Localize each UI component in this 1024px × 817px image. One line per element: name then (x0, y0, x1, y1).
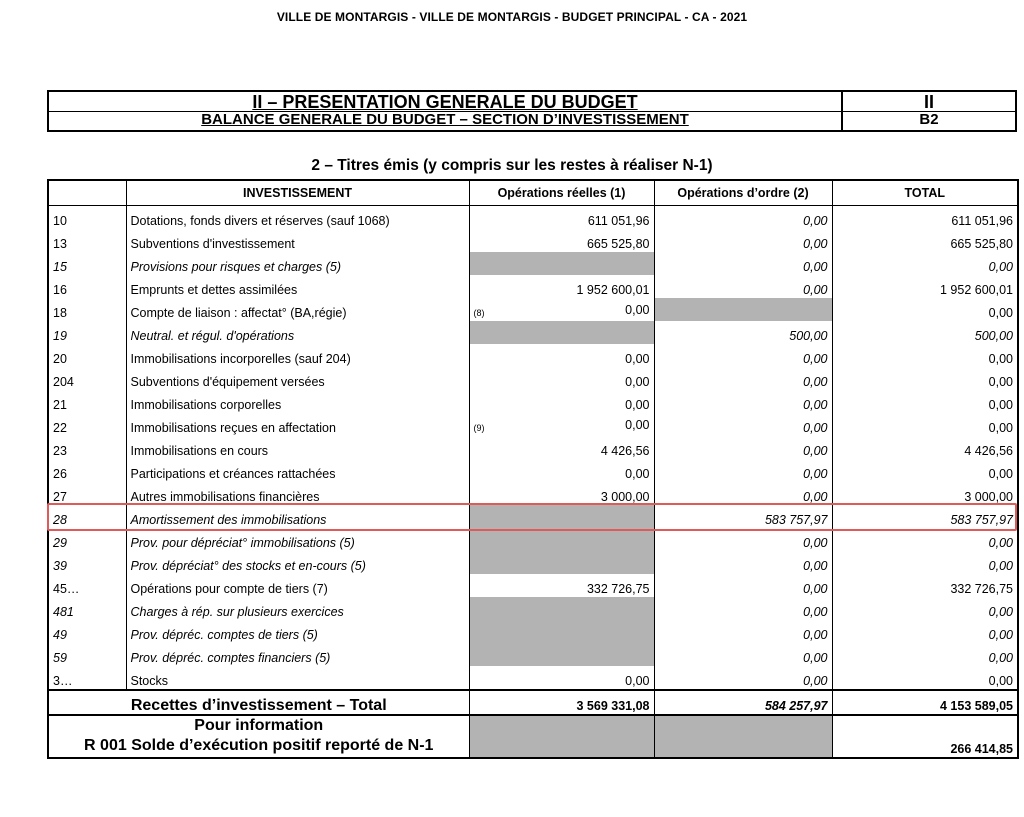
row-total: 611 051,96 (832, 206, 1018, 230)
table-row (48, 528, 1018, 551)
row-total: 0,00 (832, 528, 1018, 551)
table-subtitle: 2 – Titres émis (y compris sur les restes à réaliser N-1) (311, 157, 713, 174)
row-code: 21 (48, 390, 126, 413)
row-note: (8) (473, 308, 485, 318)
row-label: Prov. pour dépréciat° immobilisations (5) (126, 528, 469, 551)
info-row-real (469, 715, 654, 758)
table-row (48, 275, 1018, 298)
row-label: Compte de liaison : affectat° (BA,régie) (126, 298, 469, 321)
row-28-highlight (47, 503, 1017, 531)
row-label: Neutral. et régul. d'opérations (126, 321, 469, 344)
row-total: 0,00 (832, 390, 1018, 413)
row-total: 3 000,00 (832, 482, 1018, 505)
row-code: 204 (48, 367, 126, 390)
row-code: 49 (48, 620, 126, 643)
row-real (469, 551, 654, 574)
info-row-total: 266 414,85 (832, 715, 1018, 758)
row-label: Provisions pour risques et charges (5) (126, 252, 469, 275)
table-row (48, 482, 1018, 505)
total-row (48, 690, 1018, 715)
row-real (469, 321, 654, 344)
row-order: 0,00 (654, 597, 832, 620)
row-label: Subventions d'équipement versées (126, 367, 469, 390)
info-row-order (654, 715, 832, 758)
info-row-label-line2: R 001 Solde d’exécution positif reporté de N-1 (84, 737, 434, 754)
row-total: 583 757,97 (832, 505, 1018, 528)
column-header-operations-reelles: Opérations réelles (1) (469, 180, 654, 206)
row-order: 0,00 (654, 390, 832, 413)
row-total: 665 525,80 (832, 229, 1018, 252)
row-code: 13 (48, 229, 126, 252)
row-label: Participations et créances rattachées (126, 459, 469, 482)
table-row (48, 666, 1018, 690)
row-real-value: 0,00 (625, 418, 650, 432)
row-code: 29 (48, 528, 126, 551)
row-code: 3… (48, 666, 126, 690)
column-header-investissement: INVESTISSEMENT (126, 180, 469, 206)
row-order: 0,00 (654, 206, 832, 230)
presentation-box (47, 90, 1017, 132)
row-real-value: 0,00 (625, 467, 650, 481)
table-row (48, 321, 1018, 344)
table-row (48, 206, 1018, 230)
total-row-real: 3 569 331,08 (469, 690, 654, 715)
row-real-value: 4 426,56 (600, 444, 650, 458)
row-real (469, 574, 654, 597)
row-real (469, 436, 654, 459)
presentation-code: II (841, 92, 1015, 111)
row-order: 0,00 (654, 620, 832, 643)
row-real (469, 367, 654, 390)
table-row (48, 413, 1018, 436)
row-real-value: 0,00 (625, 303, 650, 317)
row-total: 500,00 (832, 321, 1018, 344)
row-order: 0,00 (654, 643, 832, 666)
row-order: 0,00 (654, 528, 832, 551)
column-header-code (48, 180, 126, 206)
row-label: Immobilisations corporelles (126, 390, 469, 413)
row-code: 18 (48, 298, 126, 321)
row-real (469, 229, 654, 252)
table-row (48, 367, 1018, 390)
table-row (48, 436, 1018, 459)
row-real-value: 665 525,80 (586, 237, 650, 251)
row-total: 0,00 (832, 551, 1018, 574)
row-order: 0,00 (654, 229, 832, 252)
info-row-label-line1: Pour information (194, 717, 324, 734)
row-total: 0,00 (832, 298, 1018, 321)
total-row-order: 584 257,97 (654, 690, 832, 715)
row-real (469, 643, 654, 666)
row-order: 0,00 (654, 551, 832, 574)
row-real (469, 528, 654, 551)
row-label: Immobilisations en cours (126, 436, 469, 459)
row-label: Charges à rép. sur plusieurs exercices (126, 597, 469, 620)
total-row-total: 4 153 589,05 (832, 690, 1018, 715)
row-label: Dotations, fonds divers et réserves (sauf 1068) (126, 206, 469, 230)
row-real (469, 298, 654, 321)
row-code: 481 (48, 597, 126, 620)
table-row (48, 597, 1018, 620)
row-real-value: 1 952 600,01 (576, 283, 650, 297)
row-total: 0,00 (832, 459, 1018, 482)
row-label: Immobilisations incorporelles (sauf 204) (126, 344, 469, 367)
row-order: 0,00 (654, 482, 832, 505)
table-row (48, 551, 1018, 574)
row-label: Stocks (126, 666, 469, 690)
row-real (469, 620, 654, 643)
row-real-value: 332 726,75 (586, 582, 650, 596)
row-real (469, 252, 654, 275)
row-code: 27 (48, 482, 126, 505)
section-title: BALANCE GENERALE DU BUDGET – SECTION D’INVESTISSEMENT (201, 111, 689, 128)
row-order: 0,00 (654, 367, 832, 390)
document-header: VILLE DE MONTARGIS - VILLE DE MONTARGIS - BUDGET PRINCIPAL - CA - 2021 (276, 10, 748, 24)
row-order: 500,00 (654, 321, 832, 344)
row-total: 0,00 (832, 643, 1018, 666)
row-code: 10 (48, 206, 126, 230)
row-real-value: 0,00 (625, 674, 650, 688)
row-order: 0,00 (654, 252, 832, 275)
row-code: 28 (48, 505, 126, 528)
row-real (469, 597, 654, 620)
row-order: 0,00 (654, 574, 832, 597)
table-row (48, 252, 1018, 275)
row-order: 0,00 (654, 275, 832, 298)
row-label: Subventions d'investissement (126, 229, 469, 252)
row-label: Amortissement des immobilisations (126, 505, 469, 528)
info-row-label-cell (48, 715, 469, 758)
table-row (48, 229, 1018, 252)
row-real (469, 344, 654, 367)
row-order: 583 757,97 (654, 505, 832, 528)
row-total: 0,00 (832, 413, 1018, 436)
table-row (48, 574, 1018, 597)
section-code: B2 (841, 111, 1015, 130)
row-code: 22 (48, 413, 126, 436)
row-total: 0,00 (832, 344, 1018, 367)
table-row (48, 390, 1018, 413)
row-total: 0,00 (832, 597, 1018, 620)
row-order: 0,00 (654, 666, 832, 690)
row-total: 332 726,75 (832, 574, 1018, 597)
row-label: Prov. dépréc. comptes financiers (5) (126, 643, 469, 666)
row-code: 15 (48, 252, 126, 275)
info-row (48, 715, 1018, 758)
table-body (48, 206, 1018, 691)
table-row (48, 620, 1018, 643)
row-code: 16 (48, 275, 126, 298)
row-total: 0,00 (832, 367, 1018, 390)
section-title-row (49, 111, 1015, 130)
row-note: (9) (473, 423, 485, 433)
row-total: 0,00 (832, 620, 1018, 643)
row-order: 0,00 (654, 436, 832, 459)
row-code: 19 (48, 321, 126, 344)
row-label: Opérations pour compte de tiers (7) (126, 574, 469, 597)
row-total: 0,00 (832, 252, 1018, 275)
column-header-total: TOTAL (832, 180, 1018, 206)
row-code: 45… (48, 574, 126, 597)
table-row (48, 298, 1018, 321)
row-label: Prov. dépréciat° des stocks et en-cours (5) (126, 551, 469, 574)
row-total: 0,00 (832, 666, 1018, 690)
row-order (654, 298, 832, 321)
row-label: Prov. dépréc. comptes de tiers (5) (126, 620, 469, 643)
row-code: 20 (48, 344, 126, 367)
table-row (48, 643, 1018, 666)
row-real-value: 0,00 (625, 398, 650, 412)
total-row-label: Recettes d’investissement – Total (48, 690, 469, 715)
row-real-value: 0,00 (625, 352, 650, 366)
row-real (469, 413, 654, 436)
row-order: 0,00 (654, 459, 832, 482)
table-row (48, 459, 1018, 482)
row-order: 0,00 (654, 344, 832, 367)
row-total: 4 426,56 (832, 436, 1018, 459)
row-label: Emprunts et dettes assimilées (126, 275, 469, 298)
balance-table (47, 179, 1019, 759)
row-real (469, 206, 654, 230)
row-order: 0,00 (654, 413, 832, 436)
row-real (469, 666, 654, 690)
table-header-row (48, 180, 1018, 206)
row-code: 23 (48, 436, 126, 459)
row-label: Immobilisations reçues en affectation (126, 413, 469, 436)
row-real-value: 0,00 (625, 375, 650, 389)
row-code: 26 (48, 459, 126, 482)
row-total: 1 952 600,01 (832, 275, 1018, 298)
row-real (469, 390, 654, 413)
row-real-value: 3 000,00 (600, 490, 650, 504)
row-real (469, 482, 654, 505)
presentation-title: II – PRESENTATION GENERALE DU BUDGET (252, 92, 638, 112)
table-row (48, 344, 1018, 367)
row-code: 39 (48, 551, 126, 574)
row-real (469, 275, 654, 298)
row-label: Autres immobilisations financières (126, 482, 469, 505)
row-real-value: 611 051,96 (587, 214, 650, 228)
presentation-title-row (49, 92, 1015, 112)
row-code: 59 (48, 643, 126, 666)
column-header-operations-ordre: Opérations d’ordre (2) (654, 180, 832, 206)
row-real (469, 459, 654, 482)
